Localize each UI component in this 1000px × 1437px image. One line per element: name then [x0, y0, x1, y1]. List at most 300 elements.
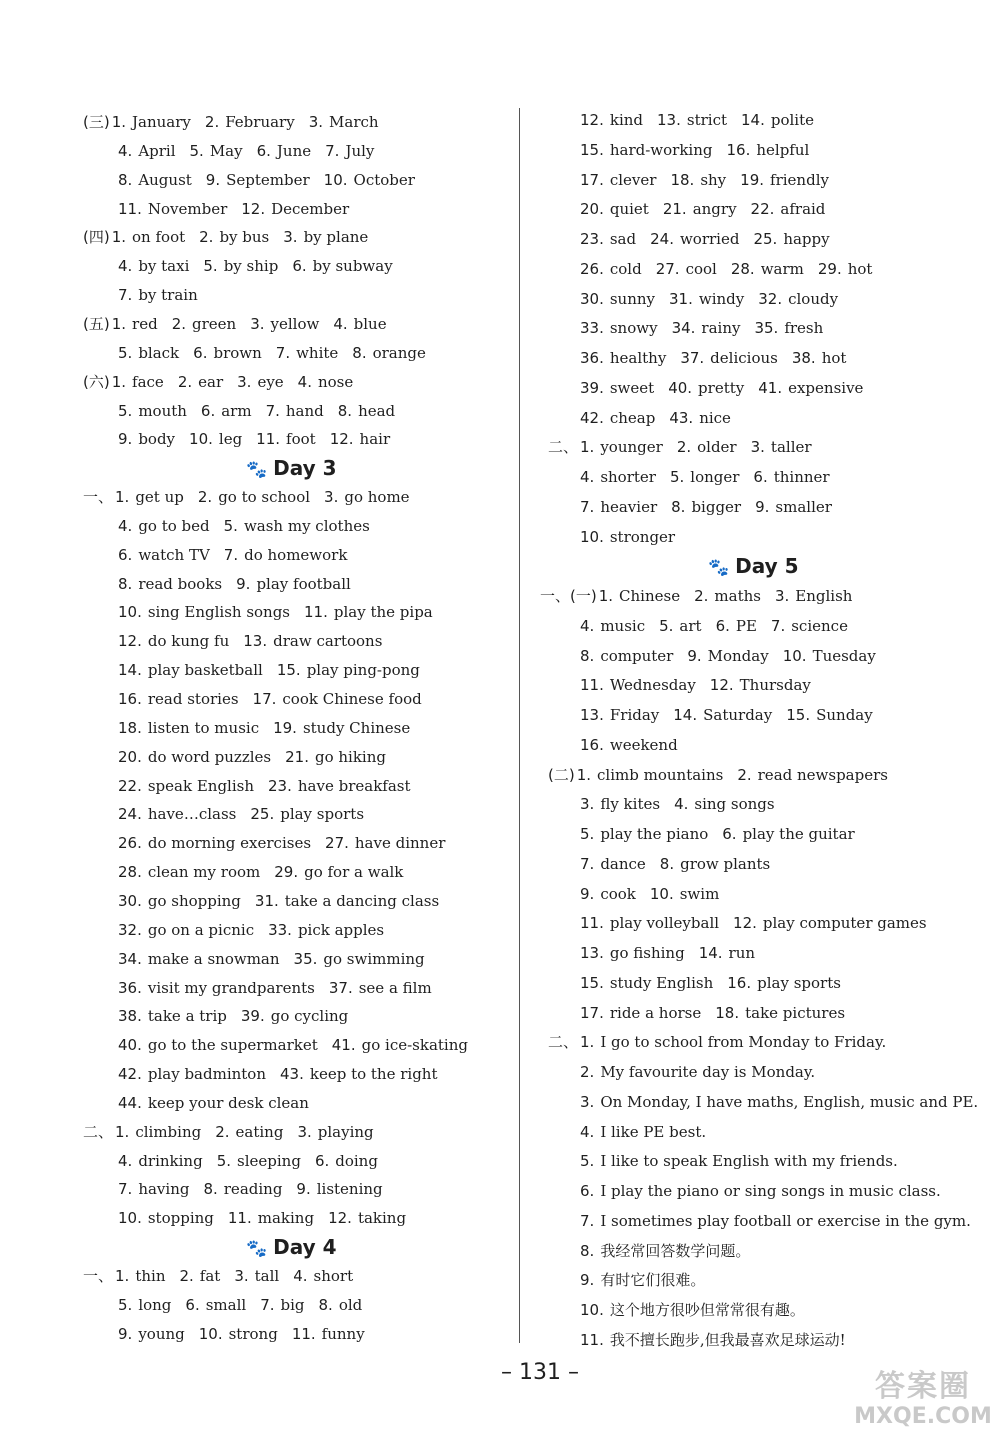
answer-line	[580, 794, 775, 814]
answer-line	[118, 833, 445, 853]
day-heading	[246, 1235, 337, 1261]
item-number: 7.	[265, 401, 280, 420]
answer-text: foot	[286, 430, 316, 449]
section-marker: 一、	[83, 488, 114, 507]
answer-text: hard-working	[609, 140, 713, 159]
item-number: 5.	[659, 616, 674, 635]
answer-text: November	[147, 199, 228, 218]
answer-text: orange	[372, 343, 426, 362]
item-number: 22.	[750, 200, 775, 219]
item-number: 14.	[741, 111, 765, 129]
answer-line	[580, 259, 872, 279]
item-number: 23.	[268, 776, 292, 795]
answer-text: friendly	[770, 170, 829, 189]
answer-text: ear	[198, 372, 224, 391]
answer-text: fly kites	[600, 795, 661, 814]
item-number: 9.	[296, 1180, 311, 1199]
answer-text: I go to school from Monday to Friday.	[600, 1033, 887, 1052]
answer-line	[118, 1324, 365, 1344]
answer-text: sweet	[609, 378, 655, 397]
answer-text: polite	[770, 111, 814, 129]
answer-text: art	[679, 616, 702, 635]
answer-line	[580, 110, 814, 130]
item-number: 10.	[580, 1301, 604, 1319]
item-number: 1.	[111, 228, 127, 247]
answer-text: delicious	[710, 349, 778, 367]
answer-text: cool	[685, 259, 717, 278]
answer-text: older	[697, 438, 737, 457]
item-number: 1.	[115, 488, 130, 507]
item-number: 7.	[580, 854, 595, 873]
answer-text: go cycling	[270, 1007, 349, 1026]
item-number: 18.	[670, 170, 695, 189]
answer-text: cook Chinese food	[282, 690, 422, 708]
answer-line	[118, 141, 374, 161]
answer-text: eating	[235, 1122, 284, 1141]
section-marker: 一、	[83, 1267, 114, 1285]
answer-line	[118, 256, 393, 276]
item-number: 40.	[668, 378, 693, 397]
item-number: 14.	[698, 944, 723, 962]
answer-text: I like to speak English with my friends.	[600, 1152, 898, 1171]
answer-text: I sometimes play football or exercise in the gym.	[600, 1211, 971, 1230]
answer-line	[83, 112, 379, 132]
item-number: 27.	[655, 259, 680, 278]
answer-text: old	[338, 1295, 363, 1314]
answer-text: kind	[609, 111, 644, 129]
answer-text: reading	[223, 1180, 283, 1199]
section-marker: (四)	[83, 228, 110, 247]
item-number: 2.	[215, 1122, 230, 1141]
answer-text: Saturday	[703, 706, 773, 724]
answer-text: thinner	[773, 468, 830, 486]
item-number: 7.	[580, 497, 595, 516]
answer-text: making	[257, 1209, 315, 1228]
answer-text: climbing	[135, 1122, 202, 1141]
item-number: 13.	[657, 111, 681, 129]
answer-text: take a trip	[147, 1007, 227, 1026]
item-number: 9.	[118, 1324, 133, 1343]
item-number: 11.	[256, 430, 281, 449]
item-number: 27.	[325, 834, 349, 853]
item-number: 19.	[273, 718, 297, 737]
answer-text: read stories	[147, 690, 239, 708]
item-number: 4.	[333, 314, 348, 333]
item-number: 3.	[774, 587, 790, 605]
answer-text: have…class	[147, 805, 237, 824]
answer-text: draw cartoons	[273, 632, 383, 651]
answer-text: do kung fu	[147, 632, 230, 651]
item-number: 5.	[580, 825, 595, 843]
answer-line	[580, 1300, 805, 1320]
item-number: 16.	[726, 140, 751, 159]
item-number: 3.	[237, 372, 252, 391]
day-heading	[246, 456, 337, 482]
answer-text: yellow	[270, 314, 320, 333]
answer-text: 这个地方很吵但常常很有趣。	[609, 1301, 805, 1319]
answer-text: white	[296, 343, 339, 362]
answer-text: sing English songs	[147, 603, 291, 622]
item-number: 37.	[328, 978, 353, 997]
item-number: 8.	[337, 401, 353, 420]
answer-text: get up	[135, 488, 184, 507]
answer-text: smaller	[775, 497, 832, 516]
answer-line	[118, 891, 439, 911]
item-number: 9.	[580, 884, 595, 903]
item-number: 29.	[274, 863, 299, 882]
answer-line	[580, 527, 675, 547]
answer-text: take a dancing class	[284, 891, 440, 910]
item-number: 6.	[193, 343, 208, 362]
answer-line	[118, 429, 390, 449]
column-divider	[519, 108, 520, 1343]
item-number: 5.	[216, 1151, 232, 1170]
item-number: 35.	[754, 319, 779, 338]
answer-text: do word puzzles	[147, 747, 272, 766]
answer-line	[580, 1270, 705, 1290]
item-number: 1.	[111, 314, 127, 333]
item-number: 24.	[118, 805, 142, 824]
item-number: 2.	[199, 228, 214, 247]
answer-line	[118, 1064, 438, 1084]
answer-text: rainy	[701, 319, 741, 338]
answer-line	[118, 1006, 348, 1026]
day-heading-text: Day 4	[273, 1235, 337, 1260]
answer-text: play ping-pong	[306, 661, 420, 680]
answer-text: English	[795, 587, 853, 605]
section-marker: (二)	[548, 765, 575, 784]
answer-text: Chinese	[619, 587, 681, 605]
answer-text: clever	[609, 170, 657, 189]
answer-text: by plane	[303, 228, 369, 247]
item-number: 7.	[118, 1180, 133, 1199]
answer-text: go to the supermarket	[147, 1036, 318, 1055]
answer-text: green	[192, 314, 237, 333]
item-number: 3.	[580, 795, 595, 814]
answer-text: longer	[690, 468, 740, 486]
answer-text: warm	[760, 259, 804, 278]
answer-text: Friday	[609, 706, 660, 724]
answer-text: face	[132, 372, 164, 391]
answer-text: on foot	[132, 228, 186, 247]
answer-text: study English	[609, 973, 714, 992]
answer-text: playing	[317, 1122, 374, 1141]
item-number: 42.	[118, 1065, 142, 1084]
item-number: 30.	[118, 891, 142, 910]
answer-line	[580, 735, 678, 755]
answer-line	[118, 718, 410, 738]
answer-line	[580, 1241, 750, 1261]
answer-text: having	[138, 1180, 190, 1199]
item-number: 44.	[118, 1093, 142, 1112]
answer-text: do homework	[244, 545, 348, 564]
item-number: 4.	[297, 372, 312, 391]
answer-line	[580, 1003, 845, 1023]
answer-text: keep your desk clean	[147, 1093, 309, 1112]
section-marker: 一、(一)	[540, 587, 597, 605]
answer-text: funny	[321, 1324, 365, 1343]
item-number: 9.	[118, 430, 133, 449]
answer-text: swim	[679, 884, 720, 903]
answer-line	[118, 1179, 383, 1199]
answer-line	[548, 1032, 886, 1052]
answer-text: study Chinese	[302, 718, 411, 737]
section-marker: (六)	[83, 372, 110, 391]
item-number: 2.	[197, 488, 213, 507]
answer-line	[580, 943, 755, 963]
item-number: 38.	[791, 349, 816, 367]
item-number: 6.	[118, 545, 133, 564]
item-number: 13.	[243, 632, 268, 651]
item-number: 4.	[293, 1267, 308, 1285]
answer-text: nice	[699, 408, 731, 427]
item-number: 4.	[580, 1122, 595, 1141]
answer-text: blue	[353, 314, 387, 333]
item-number: 12.	[241, 199, 266, 218]
answer-text: I like PE best.	[600, 1122, 707, 1141]
answer-text: play the pipa	[333, 603, 433, 622]
item-number: 4.	[118, 257, 133, 276]
answer-line	[118, 631, 382, 651]
item-number: 30.	[580, 289, 604, 308]
answer-text: windy	[698, 289, 745, 308]
answer-line	[548, 437, 812, 457]
item-number: 4.	[580, 468, 595, 486]
answer-line	[118, 199, 349, 219]
answer-text: cloudy	[788, 289, 839, 308]
item-number: 12.	[329, 430, 354, 449]
answer-text: music	[600, 616, 646, 635]
answer-text: climb mountains	[597, 765, 724, 784]
answer-line	[118, 862, 403, 882]
item-number: 9.	[687, 646, 702, 665]
answer-text: hot	[821, 349, 847, 367]
answer-text: play the piano	[600, 825, 709, 843]
item-number: 2.	[177, 372, 193, 391]
answer-text: go ice-skating	[361, 1036, 468, 1055]
answer-line	[580, 497, 832, 517]
item-number: 4.	[674, 795, 689, 814]
answer-text: younger	[600, 438, 663, 457]
item-number: 8.	[118, 574, 133, 593]
item-number: 2.	[204, 113, 220, 131]
item-number: 24.	[650, 230, 674, 248]
item-number: 32.	[758, 289, 783, 308]
answer-text: pick apples	[297, 920, 385, 939]
answer-text: arm	[221, 401, 252, 420]
page-number: – 131 –	[501, 1360, 579, 1385]
answer-line	[118, 545, 347, 565]
answer-text: hot	[847, 259, 873, 278]
item-number: 8.	[659, 854, 675, 873]
answer-text: long	[138, 1295, 172, 1314]
item-number: 7.	[118, 286, 133, 305]
item-number: 3.	[234, 1267, 249, 1285]
item-number: 8.	[352, 343, 367, 362]
answer-text: take pictures	[745, 1003, 846, 1022]
section-marker: (三)	[83, 113, 110, 131]
answer-text: play the guitar	[742, 825, 855, 843]
answer-text: watch TV	[138, 545, 210, 564]
item-number: 2.	[676, 438, 692, 457]
item-number: 43.	[669, 408, 694, 427]
section-marker: 二、	[83, 1122, 114, 1141]
answer-text: strict	[686, 111, 727, 129]
answer-text: black	[138, 343, 180, 362]
answer-text: Wednesday	[609, 676, 696, 695]
item-number: 8.	[318, 1295, 333, 1314]
answer-text: October	[353, 170, 415, 189]
answer-text: maths	[714, 587, 761, 605]
answer-line	[118, 285, 198, 305]
item-number: 3.	[297, 1122, 312, 1141]
answer-line	[118, 1151, 378, 1171]
answer-line	[580, 973, 841, 993]
item-number: 5.	[118, 1295, 133, 1314]
answer-line	[580, 140, 809, 160]
answer-line	[540, 586, 852, 606]
item-number: 10.	[782, 646, 807, 665]
answer-text: February	[225, 113, 295, 131]
paw-icon: 🐾	[246, 460, 268, 481]
answer-text: by taxi	[138, 257, 190, 276]
item-number: 5.	[203, 257, 218, 276]
item-number: 3.	[283, 228, 298, 247]
answer-text: mouth	[138, 401, 187, 420]
item-number: 36.	[118, 978, 142, 997]
answer-line	[580, 616, 848, 636]
item-number: 34.	[118, 949, 142, 968]
item-number: 39.	[580, 378, 604, 397]
answer-text: cook	[600, 884, 636, 903]
answer-line	[580, 289, 838, 309]
item-number: 7.	[325, 141, 340, 160]
item-number: 2.	[179, 1267, 194, 1285]
answer-text: go to bed	[138, 516, 210, 535]
answer-text: go home	[344, 488, 410, 507]
item-number: 43.	[280, 1065, 304, 1084]
watermark-logo	[848, 1370, 998, 1430]
answer-text: dance	[600, 854, 646, 873]
answer-text: make a snowman	[147, 949, 280, 968]
answer-text: Sunday	[816, 706, 873, 724]
item-number: 6.	[314, 1151, 330, 1170]
day-heading-text: Day 5	[735, 554, 799, 579]
item-number: 11.	[291, 1324, 316, 1343]
item-number: 7.	[260, 1295, 275, 1314]
item-number: 42.	[580, 408, 604, 427]
answer-text: On Monday, I have maths, English, music and PE.	[600, 1092, 979, 1111]
item-number: 1.	[111, 372, 127, 391]
answer-line	[118, 1093, 309, 1113]
answer-text: run	[728, 944, 756, 962]
item-number: 3.	[250, 314, 265, 333]
item-number: 12.	[328, 1209, 352, 1228]
item-number: 26.	[118, 834, 142, 853]
item-number: 10.	[580, 527, 604, 546]
item-number: 28.	[730, 259, 755, 278]
item-number: 1.	[111, 113, 127, 131]
answer-text: by train	[138, 286, 198, 305]
answer-text: have dinner	[354, 834, 446, 853]
answer-line	[118, 949, 425, 969]
item-number: 22.	[118, 776, 142, 795]
answer-text: bigger	[691, 497, 742, 516]
answer-text: leg	[218, 430, 243, 449]
item-number: 5.	[669, 468, 685, 486]
answer-text: short	[313, 1267, 354, 1285]
answer-line	[118, 401, 395, 421]
answer-text: healthy	[609, 349, 667, 367]
section-marker: 二、	[548, 438, 579, 457]
item-number: 16.	[727, 973, 752, 992]
answer-text: read books	[138, 574, 223, 593]
answer-text: play volleyball	[609, 914, 720, 933]
item-number: 15.	[580, 140, 604, 159]
answer-text: hair	[359, 430, 391, 449]
answer-text: have breakfast	[297, 776, 411, 795]
item-number: 41.	[331, 1036, 356, 1055]
watermark-url: MXQE.COM	[854, 1404, 992, 1429]
item-number: 14.	[673, 706, 698, 724]
answer-text: thin	[135, 1267, 166, 1285]
answer-line	[580, 854, 770, 874]
item-number: 40.	[118, 1036, 142, 1055]
answer-text: afraid	[780, 200, 826, 219]
item-number: 39.	[240, 1007, 265, 1026]
answer-text: My favourite day is Monday.	[600, 1063, 816, 1081]
answer-text: play sports	[757, 973, 841, 992]
answer-text: fat	[199, 1267, 221, 1285]
item-number: 38.	[118, 1007, 142, 1026]
answer-line	[580, 884, 719, 904]
item-number: 12.	[733, 914, 757, 933]
answer-line	[580, 1092, 978, 1112]
answer-text: snowy	[609, 319, 658, 338]
item-number: 8.	[118, 170, 133, 189]
item-number: 17.	[580, 170, 604, 189]
item-number: 1.	[115, 1122, 130, 1141]
item-number: 6.	[753, 468, 768, 486]
item-number: 10.	[323, 170, 348, 189]
item-number: 11.	[580, 1330, 604, 1349]
item-number: 21.	[662, 200, 687, 219]
item-number: 2.	[580, 1063, 595, 1081]
answer-text: nose	[317, 372, 354, 391]
item-number: 10.	[198, 1324, 223, 1343]
paw-icon: 🐾	[246, 1239, 268, 1260]
answer-text: computer	[600, 646, 674, 665]
answer-text: speak English	[147, 776, 255, 795]
answer-line	[83, 487, 410, 507]
answer-text: doing	[335, 1151, 378, 1170]
answer-text: helpful	[756, 140, 810, 159]
answer-text: keep to the right	[309, 1065, 438, 1084]
item-number: 36.	[580, 349, 604, 367]
answer-text: fresh	[784, 319, 824, 338]
item-number: 28.	[118, 863, 142, 882]
answer-text: play computer games	[762, 914, 927, 933]
answer-line	[118, 747, 386, 767]
section-marker: (五)	[83, 314, 110, 333]
answer-line	[580, 467, 830, 487]
item-number: 32.	[118, 920, 142, 939]
item-number: 8.	[203, 1180, 218, 1199]
answer-text: small	[205, 1295, 247, 1314]
answer-line	[118, 602, 433, 622]
item-number: 35.	[293, 949, 318, 968]
item-number: 29.	[817, 259, 842, 278]
